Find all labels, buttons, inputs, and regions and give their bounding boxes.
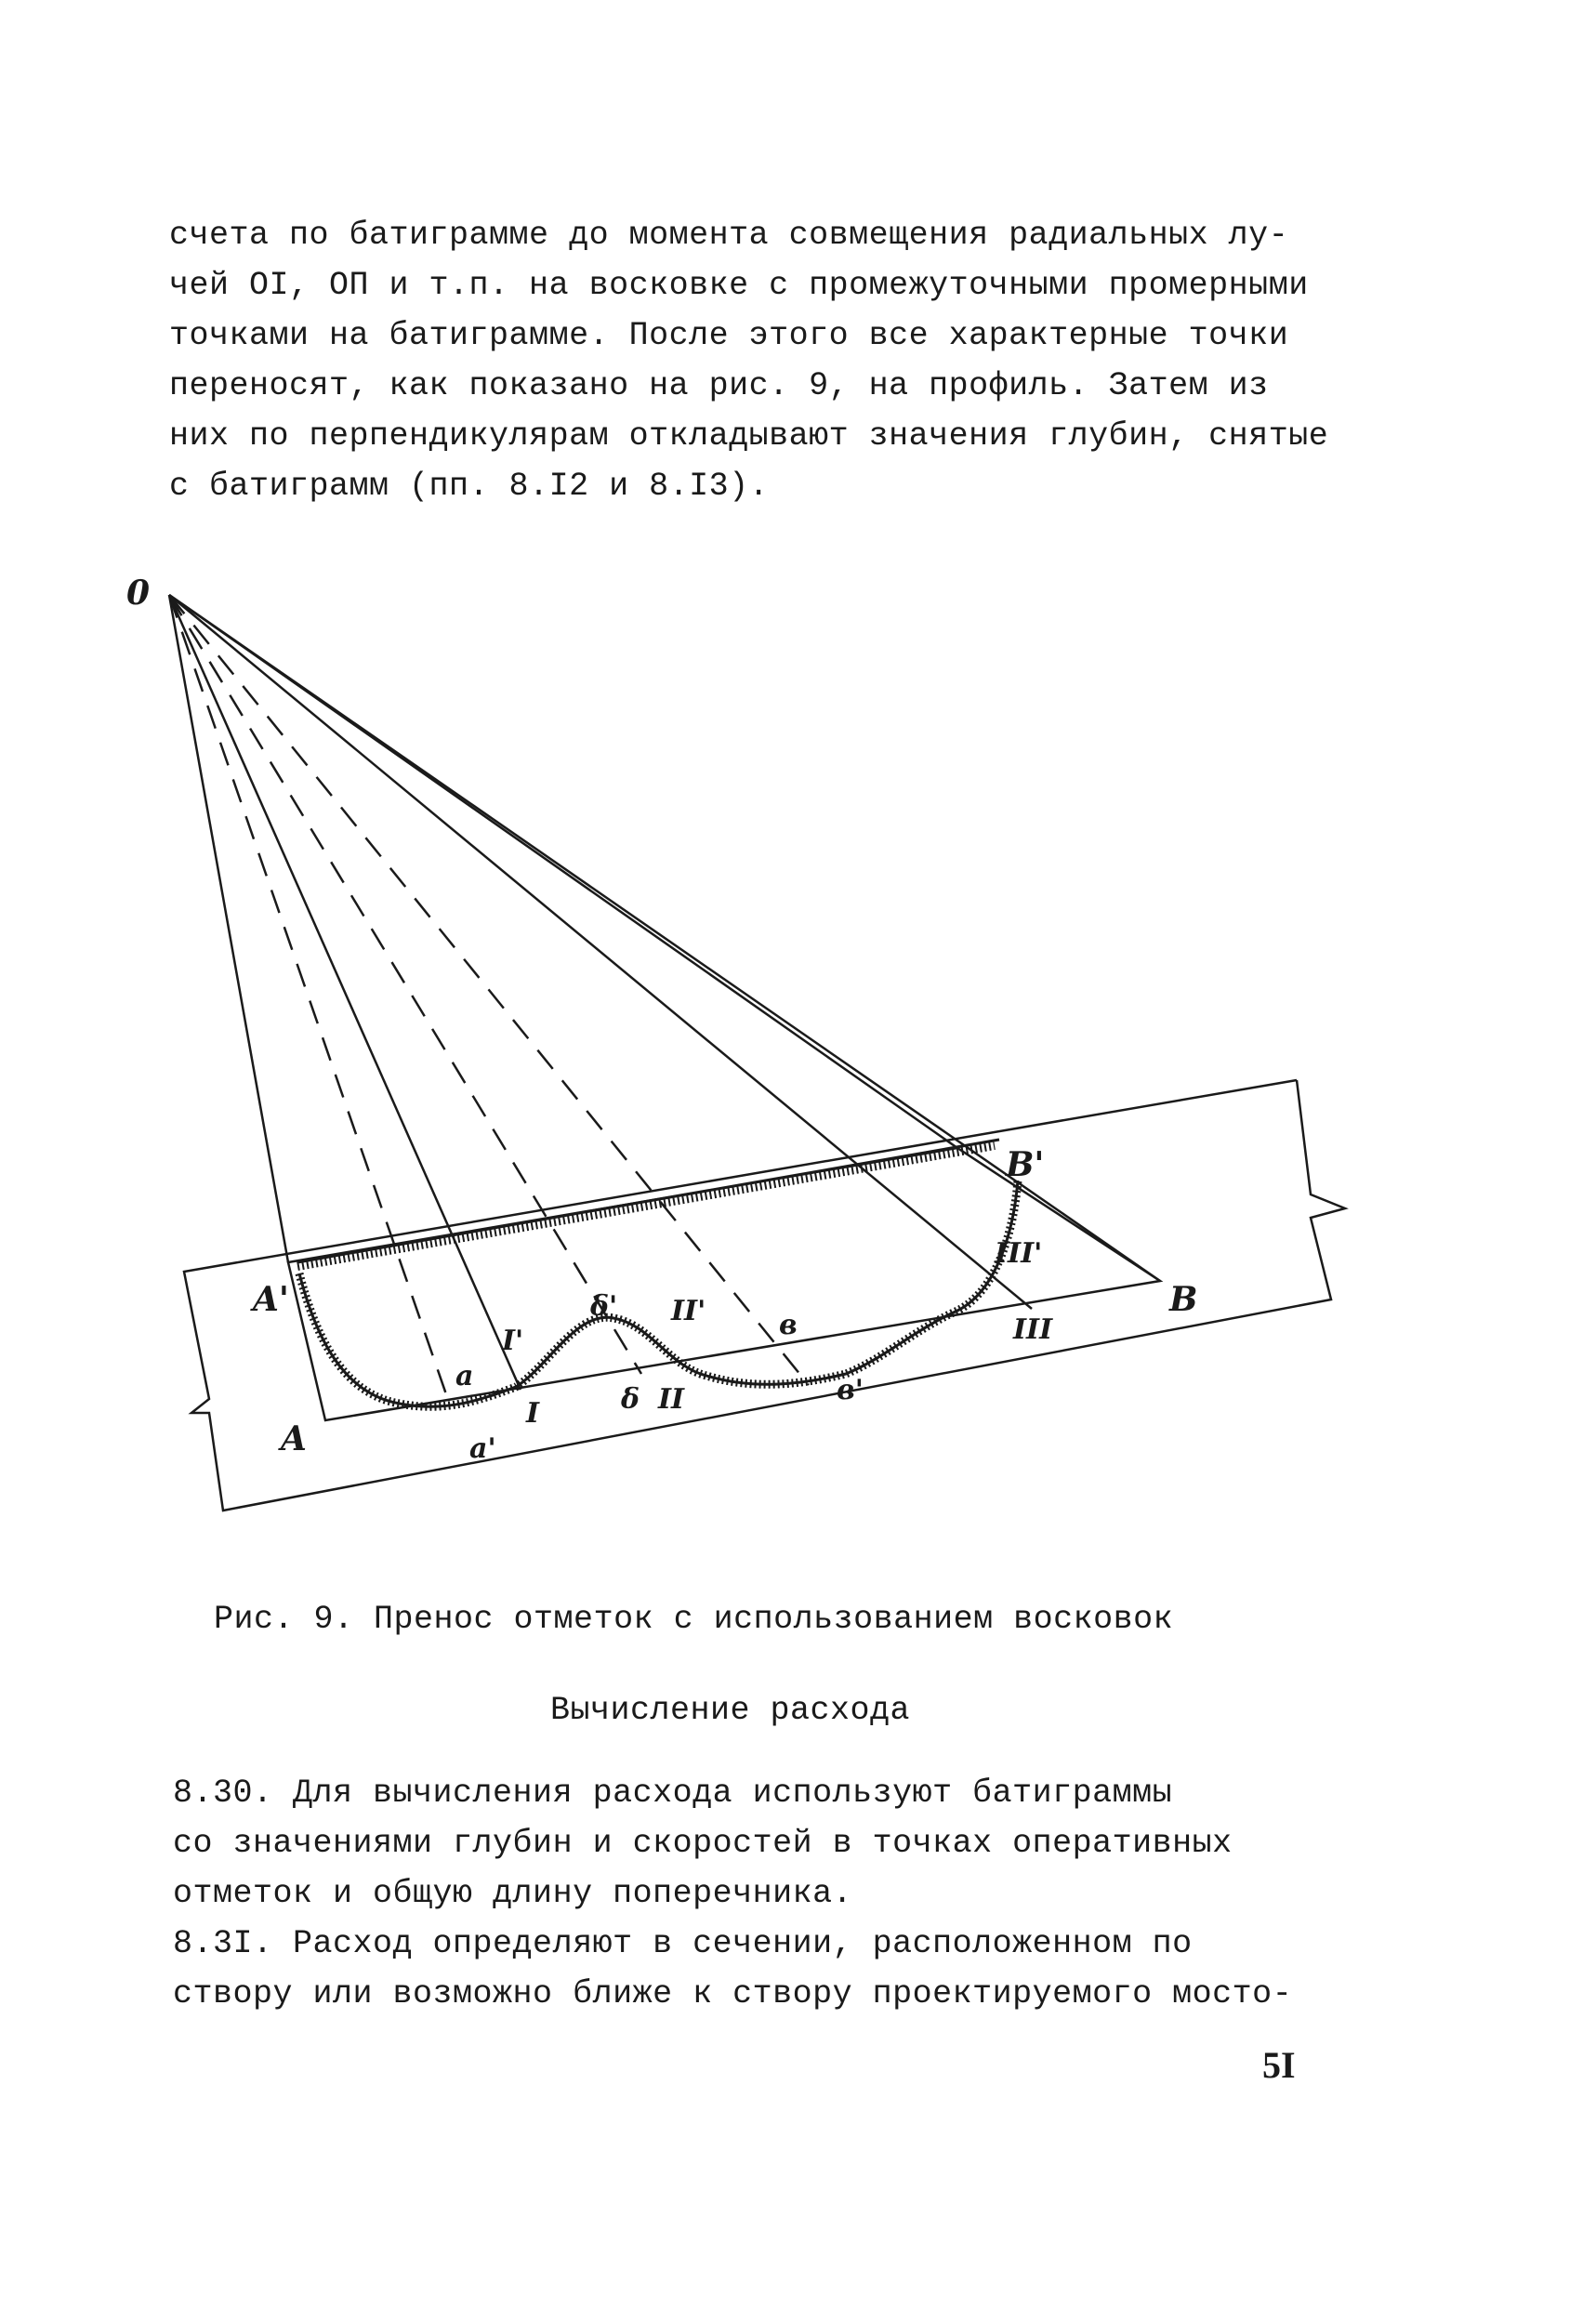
- intro-line: них по перпендикулярам откладывают значения глубин, снятые: [169, 417, 1329, 455]
- label-II: II: [658, 1383, 685, 1416]
- ray-solid: [169, 595, 524, 1390]
- water-surface-line: [297, 1145, 995, 1266]
- intro-line: точками на батиграмме. После этого все характерные точки: [169, 317, 1289, 354]
- body-line: отметок и общую длину поперечника.: [173, 1875, 853, 1912]
- intro-line: переносят, как показано на рис. 9, на профиль. Затем из: [169, 367, 1269, 404]
- section-heading: Вычисление расхода: [550, 1692, 911, 1729]
- intro-line: счета по батиграмме до момента совмещения радиальных лу-: [169, 217, 1289, 254]
- ray-solid: [169, 595, 1032, 1309]
- label-small-a: a: [455, 1360, 474, 1392]
- intro-line: чей ОI, ОП и т.п. на восковке с промежуточными промерными: [169, 267, 1309, 304]
- bottom-profile-curve: [299, 1181, 1018, 1406]
- label-v: в: [779, 1309, 798, 1341]
- ray-dashed: [169, 595, 641, 1374]
- label-I-prime: I': [502, 1325, 524, 1357]
- label-small-a-prime: a': [469, 1432, 496, 1465]
- label-a: A: [281, 1419, 307, 1458]
- body-line: со значениями глубин и скоростей в точках оперативных: [173, 1825, 1233, 1862]
- label-III-prime: III': [995, 1237, 1043, 1270]
- figure-caption: Рис. 9. Пренос отметок с использованием восковок: [214, 1601, 1174, 1638]
- ray-solid: [169, 595, 288, 1262]
- ray-solid: [169, 595, 957, 1148]
- intro-line: с батиграмм (пп. 8.I2 и 8.I3).: [169, 468, 770, 505]
- label-origin: 0: [126, 574, 151, 613]
- ray-dashed: [169, 595, 446, 1394]
- label-b-prime: B': [1006, 1145, 1045, 1184]
- body-line: 8.3I. Расход определяют в сечении, расположенном по: [173, 1925, 1193, 1962]
- page-number: 5I: [1262, 2044, 1296, 2086]
- figure-9-diagram: [0, 558, 1596, 1543]
- ray-dashed: [169, 595, 809, 1385]
- label-II-prime: II': [671, 1295, 706, 1327]
- body-line: створу или возможно ближе к створу проектируемого мосто-: [173, 1975, 1293, 2012]
- label-delta-prime: δ': [590, 1290, 618, 1323]
- label-a-prime: A': [253, 1280, 289, 1319]
- label-v-prime: в': [837, 1374, 864, 1406]
- label-I: I: [526, 1397, 540, 1430]
- label-III: III: [1013, 1313, 1053, 1346]
- label-b: B: [1169, 1280, 1198, 1319]
- body-line: 8.30. Для вычисления расхода используют батиграммы: [173, 1774, 1173, 1812]
- label-delta: δ: [621, 1383, 640, 1416]
